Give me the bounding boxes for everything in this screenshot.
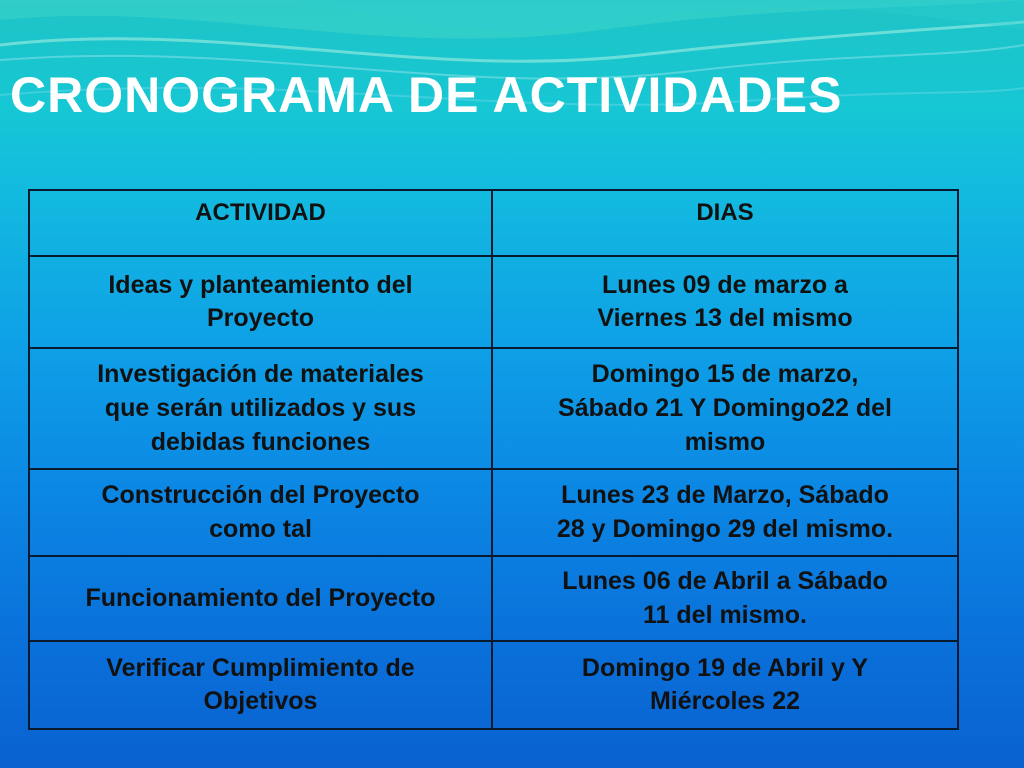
- activity-cell: Investigación de materiales que serán utilizados y sus debidas funciones: [29, 348, 492, 469]
- days-cell: Lunes 09 de marzo a Viernes 13 del mismo: [492, 256, 958, 348]
- days-cell: Domingo 15 de marzo, Sábado 21 Y Domingo22 del mismo: [492, 348, 958, 469]
- activity-cell: Funcionamiento del Proyecto: [29, 556, 492, 641]
- activity-cell: Verificar Cumplimiento de Objetivos: [29, 641, 492, 729]
- table-row: [29, 556, 958, 641]
- slide-title: CRONOGRAMA DE ACTIVIDADES: [10, 67, 843, 123]
- header-activity: ACTIVIDAD: [29, 190, 492, 256]
- table-row: [29, 641, 958, 729]
- table-row: [29, 469, 958, 556]
- table-row: [29, 256, 958, 348]
- activity-cell: Construcción del Proyecto como tal: [29, 469, 492, 556]
- days-cell: Lunes 23 de Marzo, Sábado 28 y Domingo 29 del mismo.: [492, 469, 958, 556]
- table-row: [29, 348, 958, 469]
- schedule-table: [28, 189, 959, 730]
- activity-cell: Ideas y planteamiento del Proyecto: [29, 256, 492, 348]
- days-cell: Domingo 19 de Abril y Y Miércoles 22: [492, 641, 958, 729]
- days-cell: Lunes 06 de Abril a Sábado 11 del mismo.: [492, 556, 958, 641]
- header-days: DIAS: [492, 190, 958, 256]
- table-header-row: [29, 190, 958, 256]
